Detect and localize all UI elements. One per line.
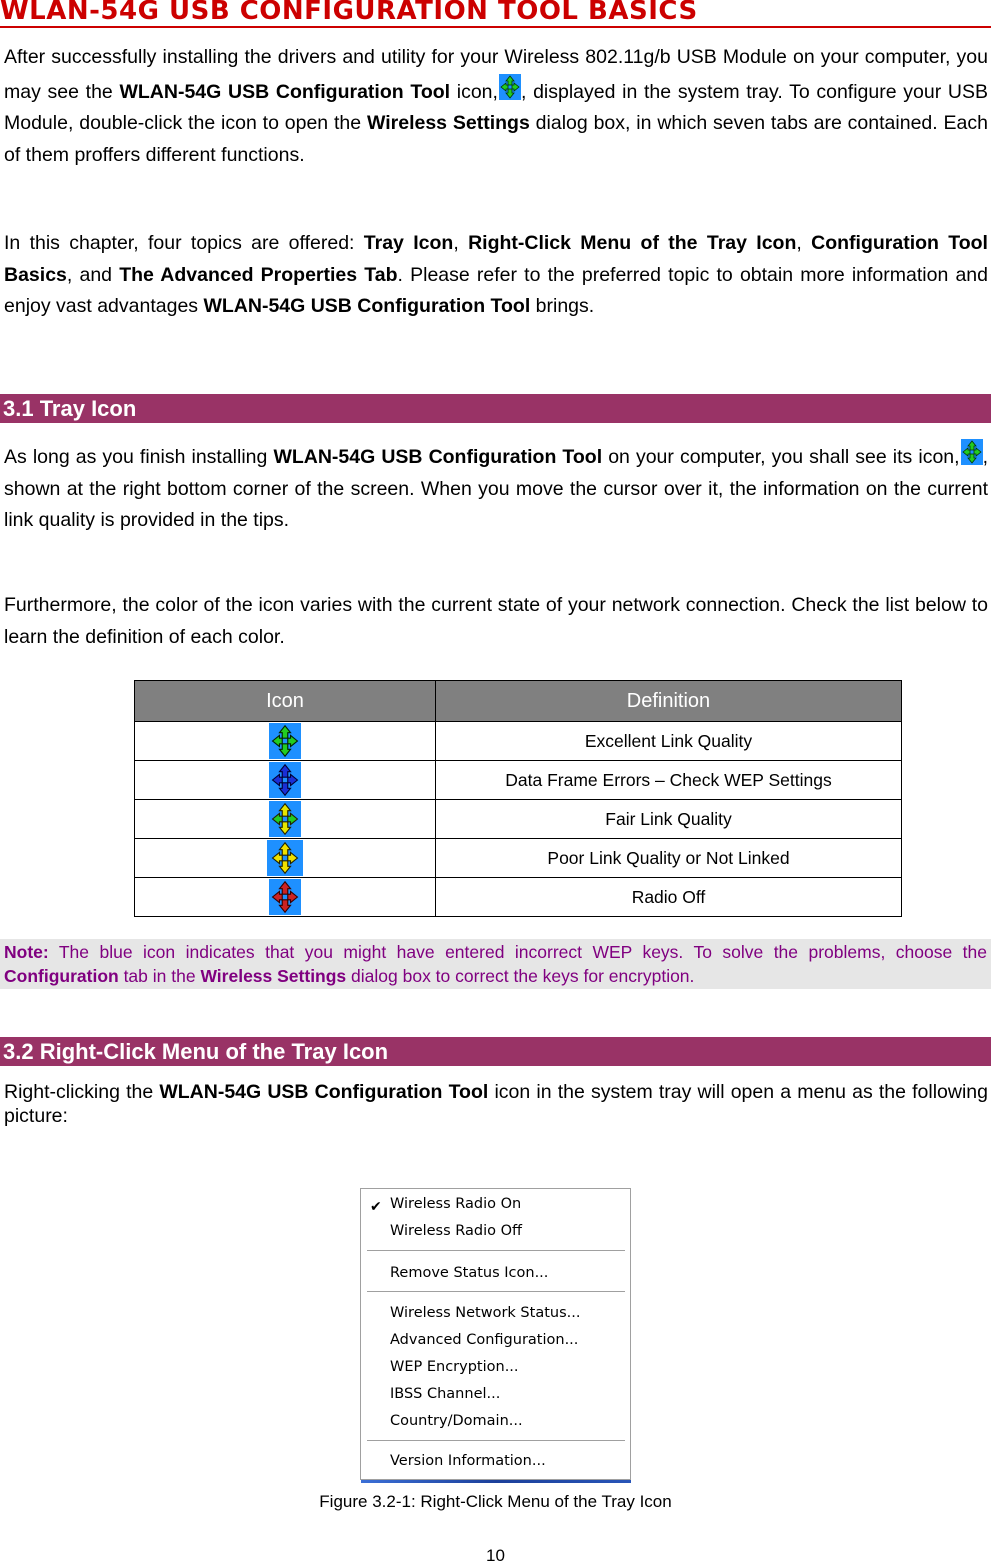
- figure-caption: Figure 3.2-1: Right-Click Menu of the Tray Icon: [319, 1492, 672, 1511]
- text: . Please refer to the preferred topic to obtain more information and enjoy vast advantages: [4, 263, 988, 317]
- text: ,: [796, 232, 812, 254]
- text: The blue icon indicates that you might have entered incorrect WEP keys. To solve the problems, choose the: [48, 942, 987, 962]
- table-row: [135, 761, 902, 800]
- bold-text: WLAN-54G USB Configuration Tool: [119, 80, 451, 103]
- column-header-icon: Icon: [135, 681, 436, 722]
- tray-icon-green: [961, 439, 983, 465]
- icon-legend-table: [134, 680, 902, 917]
- intro-paragraph-1: [4, 42, 988, 171]
- definition-cell: Fair Link Quality: [436, 800, 902, 839]
- table-row: [135, 878, 902, 917]
- text: icon in the system tray will open a menu as the following picture:: [4, 1081, 988, 1127]
- tray-icon-green: [499, 74, 521, 100]
- tray-icon-green: [269, 723, 301, 759]
- menu-separator: [367, 1291, 625, 1293]
- section-heading-3-2: 3.2 Right-Click Menu of the Tray Icon: [0, 1037, 991, 1066]
- bold-text: Wireless Settings: [366, 112, 530, 134]
- tray-icon-red: [269, 879, 301, 915]
- menu-item-version-information[interactable]: Version Information...: [390, 1453, 546, 1469]
- text: Right-clicking the: [4, 1081, 160, 1103]
- menu-item-ibss-channel[interactable]: IBSS Channel...: [390, 1386, 501, 1402]
- text: tab in the: [118, 966, 201, 986]
- tray-icon-blue: [269, 762, 301, 798]
- link-tray-icon: Tray Icon: [363, 232, 454, 254]
- text: , and: [66, 263, 120, 286]
- page-number: 10: [486, 1546, 505, 1565]
- bold-text: WLAN-54G USB Configuration Tool: [273, 446, 603, 468]
- bold-text: WLAN-54G USB Configuration Tool: [203, 295, 531, 317]
- menu-separator: [367, 1250, 625, 1252]
- icon-cell: [135, 878, 436, 917]
- link-advanced-properties-tab: The Advanced Properties Tab: [119, 263, 398, 286]
- menu-item-wireless-radio-on[interactable]: Wireless Radio On: [390, 1196, 522, 1212]
- link-right-click-menu: Right-Click Menu of the Tray Icon: [468, 232, 797, 254]
- text: After successfully installing the drivers and utility for your Wireless 802.11g/b USB Module on your computer, you may see the: [4, 46, 988, 103]
- icon-cell: [135, 839, 436, 878]
- menu-item-advanced-configuration[interactable]: Advanced Configuration...: [390, 1332, 579, 1348]
- taskbar-strip: [361, 1480, 631, 1483]
- table-row: [135, 839, 902, 878]
- tray-context-menu: [360, 1188, 631, 1480]
- menu-item-wireless-radio-off[interactable]: Wireless Radio Off: [390, 1223, 523, 1239]
- intro-paragraph-2: [4, 228, 988, 323]
- definition-cell: Excellent Link Quality: [436, 722, 902, 761]
- table-row: [135, 800, 902, 839]
- section-3-1-paragraph-2: Furthermore, the color of the icon varies with the current state of your network connection. Check the list below to learn the definition of each color.: [4, 594, 988, 648]
- text: icon,: [450, 80, 498, 103]
- section-3-1-paragraph-1: [4, 439, 988, 537]
- icon-cell: [135, 722, 436, 761]
- text: on your computer, you shall see its icon,: [602, 446, 960, 468]
- text: , shown at the right bottom corner of the screen. When you move the cursor over it, the information on the current link quality is provided in the tips.: [4, 446, 988, 531]
- text: , displayed in the system tray. To configure your USB Module, double-click the icon to open the: [4, 80, 988, 134]
- text: As long as you finish installing: [4, 446, 274, 468]
- link-configuration-tool-basics: Configuration Tool Basics: [4, 232, 988, 286]
- tray-icon-yellow: [267, 840, 303, 876]
- column-header-definition: Definition: [436, 681, 902, 722]
- definition-cell: Data Frame Errors – Check WEP Settings: [436, 761, 902, 800]
- menu-item-country-domain[interactable]: Country/Domain...: [390, 1413, 523, 1429]
- bold-text: Configuration: [4, 966, 119, 986]
- table-header-row: [135, 681, 902, 722]
- menu-item-remove-status-icon[interactable]: Remove Status Icon...: [390, 1265, 549, 1281]
- note-label: Note:: [4, 942, 49, 962]
- bold-text: Wireless Settings: [200, 966, 347, 986]
- menu-item-wireless-network-status[interactable]: Wireless Network Status...: [390, 1305, 581, 1321]
- icon-cell: [135, 800, 436, 839]
- section-heading-3-1: 3.1 Tray Icon: [0, 394, 991, 423]
- menu-separator: [367, 1440, 625, 1442]
- note-box: [0, 939, 991, 989]
- menu-item-wep-encryption[interactable]: WEP Encryption...: [390, 1359, 519, 1375]
- text: In this chapter, four topics are offered:: [4, 232, 364, 254]
- tray-icon-yellow-green: [269, 801, 301, 837]
- section-3-2-paragraph-1: [4, 1080, 988, 1128]
- text: dialog box to correct the keys for encryption.: [346, 966, 695, 986]
- icon-cell: [135, 761, 436, 800]
- text: dialog box, in which seven tabs are contained. Each of them proffers different functions.: [4, 112, 988, 166]
- definition-cell: Radio Off: [436, 878, 902, 917]
- page-title: WLAN-54G USB CONFIGURATION TOOL BASICS: [0, 0, 991, 28]
- definition-cell: Poor Link Quality or Not Linked: [436, 839, 902, 878]
- bold-text: WLAN-54G USB Configuration Tool: [159, 1081, 489, 1103]
- text: brings.: [530, 295, 595, 317]
- text: ,: [453, 232, 469, 254]
- checkmark-icon: ✔: [370, 1199, 382, 1215]
- table-row: [135, 722, 902, 761]
